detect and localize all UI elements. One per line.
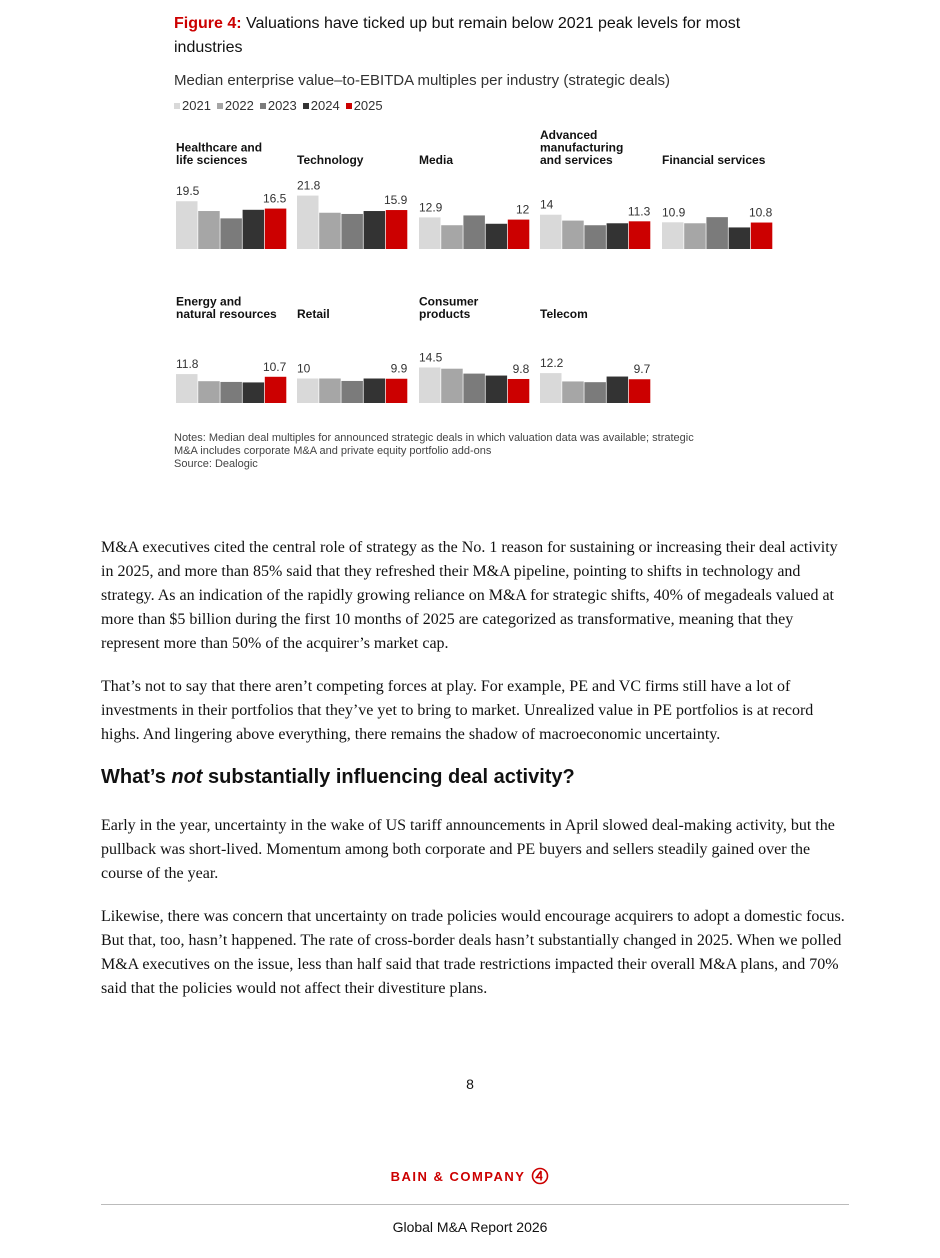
bar-3-2021: [540, 215, 562, 249]
panel-title-5-line-0: Energy and: [176, 294, 242, 309]
bar-6-2025: [386, 379, 408, 403]
bain-logo: [0, 1167, 940, 1185]
legend-label-2022: 2022: [224, 98, 254, 113]
bar-6-2023: [341, 381, 363, 403]
legend-label-2023: 2023: [267, 98, 297, 113]
footer-report-title: Global M&A Report 2026: [392, 1219, 548, 1235]
small-multiples-bar-chart: [0, 0, 940, 430]
bar-7-2023: [463, 374, 485, 403]
bar-2-2021: [419, 217, 441, 249]
bar-4-2021: [662, 222, 684, 249]
data-label-8-last: 9.7: [633, 362, 651, 377]
bar-7-2022: [441, 369, 463, 403]
panel-title-7-line-0: Consumer: [419, 294, 479, 309]
legend-label-2021: 2021: [182, 98, 211, 113]
bar-4-2023: [706, 217, 728, 249]
bar-3-2022: [562, 221, 584, 249]
page-number: 8: [466, 1076, 474, 1092]
notes-line-1: Notes: Median deal multiples for announced strategic deals in which valuation data was available; strategic: [174, 432, 694, 444]
panel-title-5-line-1: natural resources: [176, 307, 277, 321]
data-label-0-first: 19.5: [176, 184, 200, 199]
heading-part-2: substantially influencing deal activity?: [202, 766, 575, 788]
chart-notes: [174, 432, 754, 471]
logo-text: BAIN & COMPANY: [390, 1168, 526, 1184]
bar-6-2022: [319, 379, 341, 404]
panel-title-0-line-0: Healthcare and: [176, 140, 263, 155]
bar-8-2021: [540, 373, 562, 403]
bar-4-2024: [729, 227, 751, 249]
panel-title-6-line-0: Retail: [297, 307, 330, 321]
bar-4-2025: [751, 223, 773, 249]
data-label-1-last: 15.9: [383, 193, 408, 208]
legend-label-2024: 2024: [310, 98, 340, 113]
bar-8-2023: [584, 382, 606, 403]
bar-7-2025: [508, 379, 530, 403]
figure-title-text: Valuations have ticked up but remain below 2021 peak levels for most industries: [174, 15, 741, 56]
bar-3-2025: [629, 221, 651, 249]
bar-8-2024: [607, 377, 629, 403]
data-label-4-first: 10.9: [662, 205, 686, 220]
paragraph-trade-policies: Likewise, there was concern that uncertainty on trade policies would encourage acquirers to adopt a domestic focus. But that, too, hasn’t happened. The rate of cross-border deals hasn’t substantially changed in 2025. When we polled M&A executives on the issue, less than half said that trade restrictions impacted their overall M&A plans, and 70% said that the policies would not affect their divestiture plans.: [101, 908, 845, 997]
heading-emphasis: not: [171, 766, 203, 788]
bar-2-2025: [508, 220, 530, 249]
logo-circle-icon: [531, 1167, 549, 1185]
bar-1-2025: [386, 210, 408, 249]
bar-0-2023: [220, 218, 242, 249]
data-label-7-first: 14.5: [419, 350, 443, 365]
bar-5-2024: [243, 382, 265, 403]
data-label-0-last: 16.5: [262, 191, 287, 206]
bar-0-2022: [198, 211, 220, 249]
bar-6-2021: [297, 379, 319, 404]
bar-8-2025: [629, 379, 651, 403]
data-label-6-last: 9.9: [390, 361, 408, 376]
bar-1-2024: [364, 211, 386, 249]
data-label-4-last: 10.8: [748, 205, 773, 220]
chart-subtitle: Median enterprise value–to-EBITDA multiples per industry (strategic deals): [174, 72, 671, 89]
bar-5-2025: [265, 377, 287, 403]
data-label-5-first: 11.8: [176, 357, 199, 372]
notes-source: Source: Dealogic: [174, 458, 258, 470]
notes-line-2: M&A includes corporate M&A and private equity portfolio add-ons: [174, 445, 492, 457]
data-label-8-first: 12.2: [540, 356, 564, 371]
panel-title-2-line-0: Media: [419, 153, 454, 167]
bar-0-2025: [265, 209, 287, 249]
panel-title-7-line-1: products: [419, 307, 471, 321]
data-label-3-first: 14: [540, 197, 554, 212]
panel-title-3-line-2: and services: [540, 153, 613, 167]
bar-2-2023: [463, 215, 485, 249]
bar-7-2021: [419, 367, 441, 403]
panel-title-4-line-0: Financial services: [662, 153, 766, 167]
bar-1-2023: [341, 214, 363, 249]
panel-title-1-line-0: Technology: [297, 153, 364, 167]
paragraph-strategy: M&A executives cited the central role of strategy as the No. 1 reason for sustaining or increasing their deal activity in 2025, and more than 85% said that they refreshed their M&A pipeline, pointing to shifts in technology and strategy. As an indication of the rapidly growing reliance on M&A for strategic shifts, 40% of megadeals valued at more than $5 billion during the first 10 months of 2025 are categorized as transformative, meaning that they represent more than 50% of the acquirer’s market cap.: [101, 539, 838, 652]
heading-part-1: What’s: [101, 766, 172, 788]
bar-2-2022: [441, 225, 463, 249]
data-label-3-last: 11.3: [627, 204, 651, 219]
section-heading: [101, 766, 575, 789]
bar-7-2024: [486, 376, 508, 403]
data-label-1-first: 21.8: [297, 178, 321, 193]
bar-8-2022: [562, 381, 584, 403]
figure-label: Figure 4:: [174, 15, 242, 32]
bar-0-2024: [243, 210, 265, 249]
bar-3-2024: [607, 223, 629, 249]
bar-1-2022: [319, 213, 341, 249]
footer-divider: [101, 1204, 849, 1205]
bar-0-2021: [176, 201, 198, 249]
panel-title-8-line-0: Telecom: [540, 307, 588, 321]
panel-title-0-line-1: life sciences: [176, 153, 248, 167]
data-label-7-last: 9.8: [512, 361, 530, 376]
legend-label-2025: 2025: [353, 98, 383, 113]
bar-5-2023: [220, 382, 242, 403]
data-label-6-first: 10: [297, 361, 311, 376]
bar-5-2021: [176, 374, 198, 403]
paragraph-competing-forces: That’s not to say that there aren’t competing forces at play. For example, PE and VC firms still have a lot of investments in their portfolios that they’ve yet to bring to market. Unrealized value in PE portfolios is at record highs. And lingering above everything, there remains the shadow of macroeconomic uncertainty.: [101, 678, 814, 743]
panel-title-3-line-0: Advanced: [540, 128, 598, 142]
data-label-5-last: 10.7: [262, 359, 287, 374]
bar-3-2023: [584, 225, 606, 249]
bar-2-2024: [486, 224, 508, 249]
data-label-2-first: 12.9: [419, 200, 443, 215]
bar-4-2022: [684, 223, 706, 249]
bar-6-2024: [364, 379, 386, 404]
bar-1-2021: [297, 196, 319, 249]
data-label-2-last: 12: [515, 202, 530, 217]
panel-title-3-line-1: manufacturing: [540, 140, 624, 155]
paragraph-tariffs: Early in the year, uncertainty in the wake of US tariff announcements in April slowed deal-making activity, but the pullback was short-lived. Momentum among both corporate and PE buyers and sellers steadily gained over the course of the year.: [101, 817, 835, 882]
bar-5-2022: [198, 381, 220, 403]
